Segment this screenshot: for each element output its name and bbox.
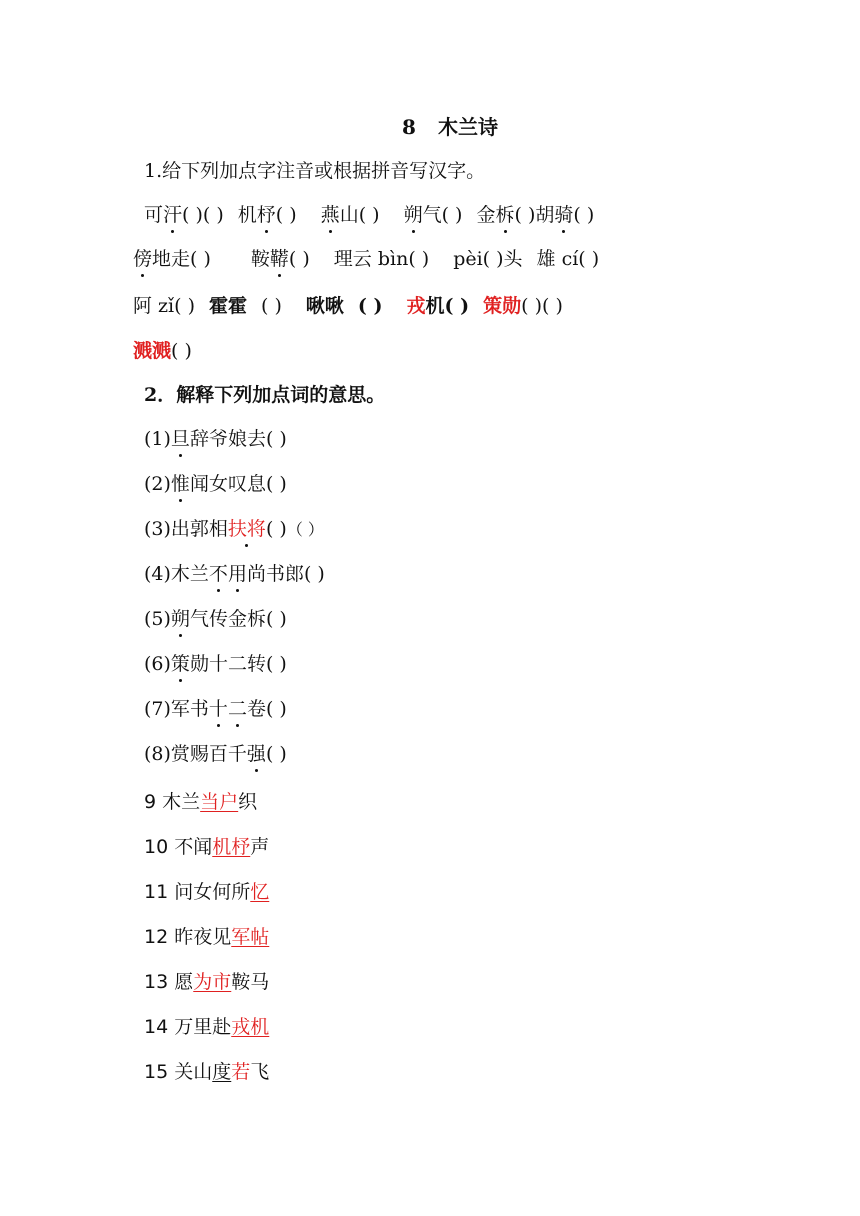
- dotted-char: 燕: [320, 204, 340, 226]
- dotted-char: 旦: [170, 428, 190, 450]
- q2-item-5: (5)朔气传金柝( ): [144, 608, 287, 630]
- q3-item-10: 10 不闻机杼声: [144, 836, 270, 858]
- q1-instruction: 1.给下列加点字注音或根据拼音写汉字。: [144, 160, 486, 182]
- q1-row-4: 溅溅( ): [133, 340, 192, 362]
- dotted-char: 朔: [170, 608, 190, 630]
- q1-row-1: 可汗( )( ) 机杼( ) 燕山( ) 朔气( ) 金柝( )胡骑( ): [144, 204, 595, 226]
- q3-item-14: 14 万里赴戎机: [144, 1016, 270, 1038]
- dotted-char: 用: [227, 563, 247, 585]
- lesson-number: 8: [402, 115, 416, 139]
- dotted-char: 傍: [133, 248, 153, 270]
- dotted-char: 不: [208, 563, 228, 585]
- dotted-char: 惟: [170, 473, 190, 495]
- q2-item-2: (2)惟闻女叹息( ): [144, 473, 287, 495]
- dotted-char: 朔: [403, 204, 423, 226]
- dotted-char: 强: [246, 743, 266, 765]
- q2-item-7: (7)军书十二卷( ): [144, 698, 287, 720]
- q3-item-12: 12 昨夜见军帖: [144, 926, 270, 948]
- q2-item-8: (8)赏赐百千强( ): [144, 743, 287, 765]
- q3-item-11: 11 问女何所忆: [144, 881, 270, 903]
- dotted-char: 二: [227, 698, 247, 720]
- q1-row-2: 傍地走( ) 鞍鞯( ) 理云 bìn( ) pèi( )头 雄 cí( ): [133, 248, 600, 270]
- dotted-char: 十: [208, 698, 228, 720]
- q3-item-9: 9 木兰当户织: [144, 791, 258, 813]
- lesson-title: 木兰诗: [437, 115, 498, 139]
- dotted-char: 骑: [554, 204, 574, 226]
- dotted-char: 杼: [256, 204, 276, 226]
- q3-item-15: 15 关山度若飞: [144, 1061, 270, 1083]
- q2-item-1: (1)旦辞爷娘去( ): [144, 428, 287, 450]
- dotted-char: 策: [170, 653, 190, 675]
- q2-item-3: (3)出郭相扶将( )（ ）: [144, 518, 324, 540]
- q2-item-6: (6)策勋十二转( ): [144, 653, 287, 675]
- q2-item-4: (4)木兰不用尚书郎( ): [144, 563, 325, 585]
- dotted-char: 鞯: [269, 248, 289, 270]
- dotted-char: 扶将: [227, 518, 266, 540]
- dotted-char: 柝: [495, 204, 515, 226]
- q3-item-13: 13 愿为市鞍马: [144, 971, 270, 993]
- page-title: [0, 114, 860, 140]
- dotted-char: 汗: [163, 204, 183, 226]
- q1-row-3: 阿 zǐ( ) 霍霍 ( ) 啾啾 ( ) 戎机( ) 策勋( )( ): [133, 295, 563, 317]
- q2-instruction: 2．解释下列加点词的意思。: [144, 384, 386, 406]
